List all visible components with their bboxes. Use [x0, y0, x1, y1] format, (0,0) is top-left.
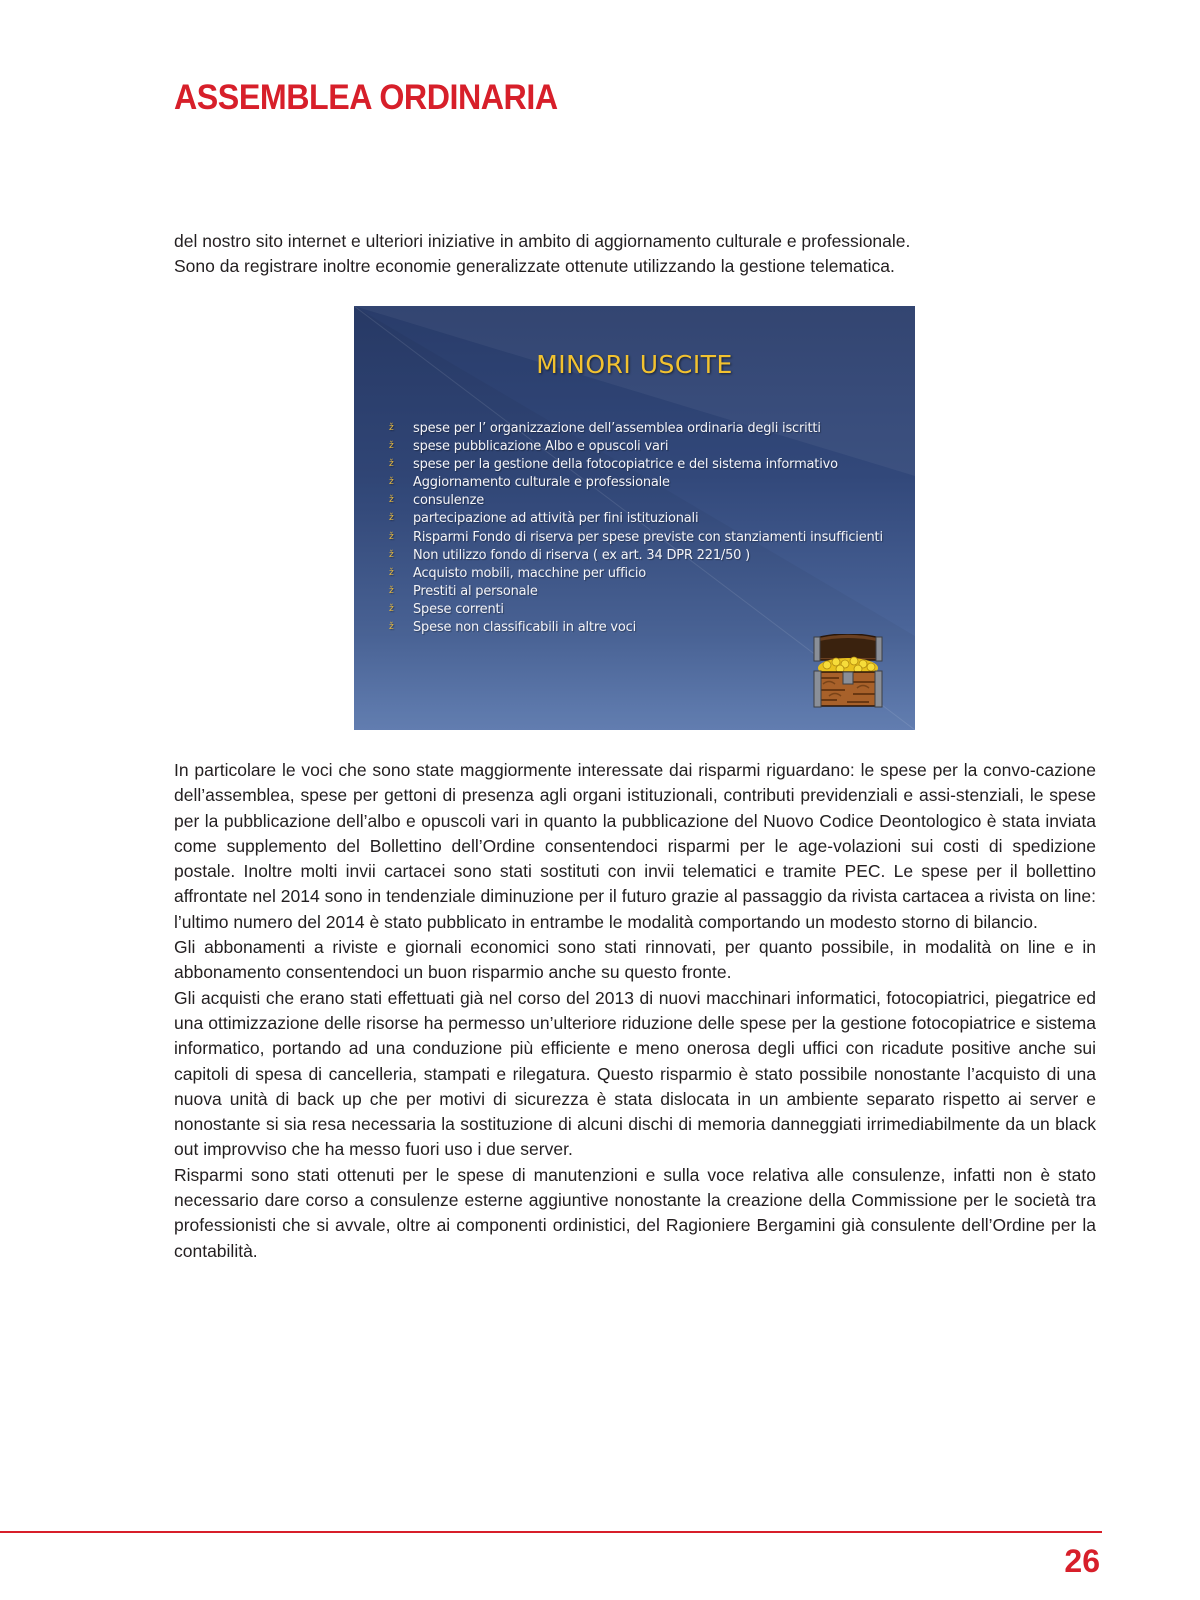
bullet-icon: ž: [389, 585, 394, 596]
bullet-icon: ž: [389, 603, 394, 614]
bullet-icon: ž: [389, 495, 394, 506]
slide-bullet-item: ž partecipazione ad attività per fini istituzionali: [389, 511, 699, 527]
bullet-icon: ž: [389, 459, 394, 470]
bullet-icon: ž: [389, 477, 394, 488]
body-text: [174, 758, 1096, 1264]
slide-bullet-item: ž Risparmi Fondo di riserva per spese previste con stanziamenti insufficienti: [389, 529, 883, 545]
slide-bullet-item: ž Aggiornamento culturale e professionale: [389, 475, 670, 491]
paragraph: Risparmi sono stati ottenuti per le spese di manutenzioni e sulla voce relativa alle consulenze, infatti non è stato necessario dare corso a consulenze esterne aggiuntive nonostante la creazione della Commissione per le società tra professionisti che si avvale, oltre ai componenti ordinistici, del Ragioniere Bergamini già consulente dell’Ordine per la contabilità.: [174, 1164, 1096, 1261]
page-number: 26: [1064, 1543, 1100, 1579]
bullet-icon: ž: [389, 549, 394, 560]
slide-title: MINORI USCITE: [536, 350, 733, 379]
intro-line: Sono da registrare inoltre economie generalizzate ottenute utilizzando la gestione telematica.: [174, 256, 895, 276]
footer-divider: [0, 1531, 1102, 1533]
bullet-icon: ž: [389, 622, 394, 633]
slide-bullet-item: ž spese pubblicazione Albo e opuscoli vari: [389, 439, 669, 455]
bullet-icon: ž: [389, 423, 394, 433]
slide-bullet-list: [389, 422, 889, 639]
slide-bullet-item: ž Acquisto mobili, macchine per ufficio: [389, 565, 647, 581]
bullet-icon: ž: [389, 441, 394, 452]
slide-bullet-item: ž spese per l’ organizzazione dell’assemblea ordinaria degli iscritti: [389, 421, 821, 436]
page-title: ASSEMBLEA ORDINARIA: [174, 78, 558, 117]
slide-bullet-item: ž consulenze: [389, 493, 485, 509]
paragraph: Gli acquisti che erano stati effettuati già nel corso del 2013 di nuovi macchinari informatici, fotocopiatrici, piegatrice ed una ottimizzazione delle risorse ha permesso un’ulteriore riduzione delle spese per la gestione fotocopiatrice e sistema informatico, portando ad una conduzione più efficiente e meno onerosa degli uffici con ricadute positive anche sui capitoli di spesa di cancelleria, stampati e rilegatura. Questo risparmio è stato possibile nonostante l’acquisto di una nuova unità di back up che per motivi di sicurezza è stata dislocata in un ambiente separato rispetto ai server e nonostante si sia resa necessaria la sostituzione di alcuni dischi di memoria danneggiati irrimediabilmente da un black out improvviso che ha messo fuori uso i due server.: [174, 987, 1096, 1160]
paragraph: Gli abbonamenti a riviste e giornali economici sono stati rinnovati, per quanto possibile, in modalità on line e in abbonamento consentendoci un buon risparmio anche su questo fronte.: [174, 937, 1096, 983]
slide-bullet-item: ž Spese correnti: [389, 601, 504, 617]
intro-line: del nostro sito internet e ulteriori iniziative in ambito di aggiornamento culturale e professionale.: [174, 231, 911, 251]
treasure-chest-icon: [809, 634, 887, 709]
presentation-slide-image: [354, 306, 915, 730]
slide-bullet-item: ž Spese non classificabili in altre voci: [389, 620, 637, 636]
bullet-icon: ž: [389, 567, 394, 578]
paragraph: In particolare le voci che sono state maggiormente interessate dai risparmi riguardano: le spese per la convo-cazione dell’assemblea, spese per gettoni di presenza agli organi istituzionali, contributi previdenziali e assi-stenziali, le spese per la pubblicazione dell’albo e opuscoli vari in quanto la pubblicazione del Nuovo Codice Deontologico è stata inviata come supplemento del Bollettino dell’Ordine consentendoci risparmi per le age-volazioni sui costi di spedizione postale. Inoltre molti invii cartacei sono stati sostituti con invii telematici e tramite PEC. Le spese per il bollettino affrontate nel 2014 sono in tendenziale diminuzione per il futuro grazie al passaggio da rivista cartacea a rivista on line: l’ultimo numero del 2014 è stato pubblicato in entrambe le modalità comportando un modesto storno di bilancio.: [174, 760, 1096, 932]
slide-bullet-item: ž Non utilizzo fondo di riserva ( ex art. 34 DPR 221/50 ): [389, 547, 751, 563]
bullet-icon: ž: [389, 531, 394, 542]
slide-bullet-item: ž Prestiti al personale: [389, 583, 538, 599]
intro-text: [174, 229, 1044, 279]
bullet-icon: ž: [389, 513, 394, 524]
slide-bullet-item: ž spese per la gestione della fotocopiatrice e del sistema informativo: [389, 457, 838, 473]
